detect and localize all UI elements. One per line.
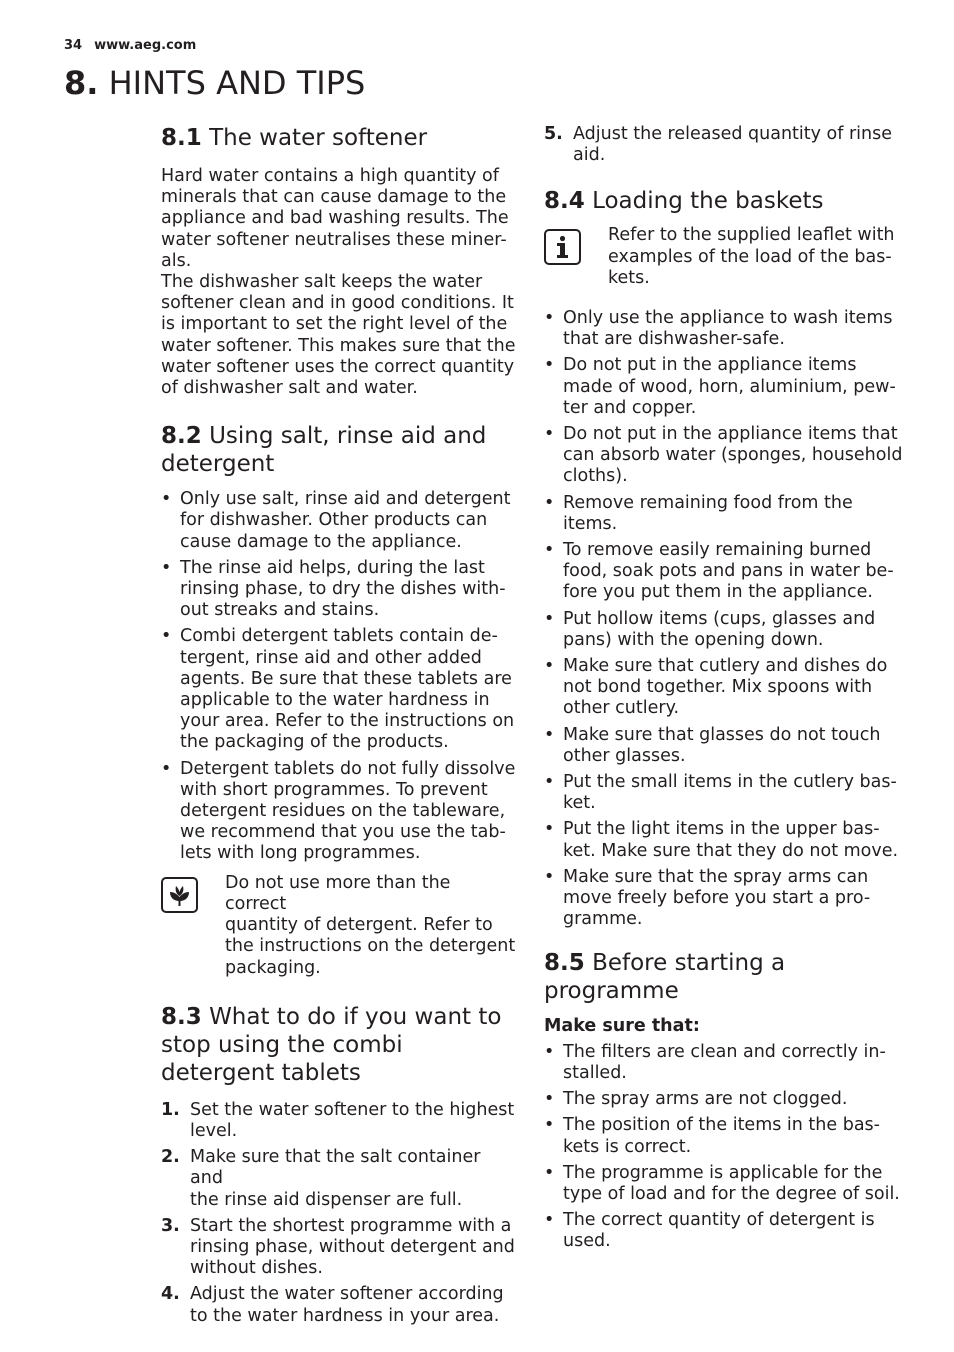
list-item	[544, 540, 904, 604]
text-line: Make sure that cutlery and dishes do	[563, 656, 888, 677]
section-8-2-heading	[161, 422, 517, 478]
step-item	[161, 1100, 517, 1142]
text-line: items.	[563, 513, 618, 534]
bullet-icon: •	[161, 489, 172, 510]
bullet-icon: •	[544, 819, 555, 840]
text-line: The programme is applicable for the	[563, 1162, 883, 1183]
text-line: food, soak pots and pans in water be-	[563, 561, 894, 582]
bullet-icon: •	[544, 1089, 555, 1110]
list-item	[544, 355, 904, 419]
list-item	[544, 656, 904, 720]
text-line: Make sure that glasses do not touch	[563, 724, 881, 745]
section-number: 8.2	[161, 423, 202, 450]
text-line: cloths).	[563, 466, 628, 487]
step-item	[161, 1216, 517, 1280]
text-line: stalled.	[563, 1062, 627, 1083]
section-8-3-steps-continued	[544, 124, 904, 166]
text-line: Adjust the released quantity of rinse	[573, 124, 893, 144]
text-line: The correct quantity of detergent is	[563, 1210, 875, 1231]
bullet-icon: •	[161, 758, 172, 779]
text-line: can absorb water (sponges, household	[563, 445, 903, 466]
text-line: applicable to the water hardness in	[180, 690, 490, 711]
section-8-5-heading	[544, 949, 904, 1005]
list-item	[544, 819, 904, 861]
text-line: softener clean and in good conditions. It	[161, 293, 514, 314]
text-line: other cutlery.	[563, 698, 680, 719]
text-line: gramme.	[563, 909, 643, 930]
text-line: we recommend that you use the tab-	[180, 822, 506, 843]
section-8-4-heading	[544, 187, 904, 215]
list-item	[161, 626, 517, 753]
text-line: pans) with the opening down.	[563, 629, 824, 650]
text-line: Put the light items in the upper bas-	[563, 819, 880, 840]
text-line: with short programmes. To prevent	[180, 779, 488, 800]
text-line: Adjust the water softener according	[190, 1284, 504, 1305]
text-line: the instructions on the detergent	[225, 936, 516, 957]
text-line: not bond together. Mix spoons with	[563, 677, 873, 698]
text-line: ket. Make sure that they do not move.	[563, 840, 899, 861]
text-line: level.	[190, 1120, 238, 1141]
bullet-icon: •	[544, 1210, 555, 1231]
list-item	[544, 725, 904, 767]
list-item	[544, 308, 904, 350]
text-line: ket.	[563, 793, 596, 814]
text-line: Make sure that the salt container and	[190, 1147, 481, 1189]
environment-note	[161, 873, 517, 979]
text-line: water softener uses the correct quantity	[161, 356, 515, 377]
text-line: Detergent tablets do not fully dissolve	[180, 758, 516, 779]
text-line: to the water hardness in your area.	[190, 1305, 500, 1326]
chapter-number: 8.	[64, 64, 99, 102]
text-line: To remove easily remaining burned	[563, 540, 872, 561]
text-line: The spray arms are not clogged.	[563, 1089, 848, 1110]
text-line: move freely before you start a pro-	[563, 888, 871, 909]
section-title: Loading the baskets	[592, 188, 824, 215]
bullet-icon: •	[544, 1041, 555, 1062]
section-8-1-body	[161, 166, 517, 399]
list-item	[544, 867, 904, 931]
text-line: fore you put them in the appliance.	[563, 582, 873, 603]
bullet-icon: •	[544, 724, 555, 745]
text-line: quantity of detergent. Refer to	[225, 915, 493, 936]
text-line: Hard water contains a high quantity of	[161, 166, 499, 186]
website-link[interactable]: www.aeg.com	[94, 38, 197, 53]
environment-icon	[161, 877, 198, 913]
bullet-icon: •	[544, 866, 555, 887]
list-item	[544, 493, 904, 535]
text-line: your area. Refer to the instructions on	[180, 711, 515, 732]
text-line: rinsing phase, to dry the dishes with-	[180, 579, 506, 600]
bullet-icon: •	[544, 492, 555, 513]
bullet-icon: •	[544, 1162, 555, 1183]
section-title: The water softener	[209, 125, 428, 151]
step-index: 5.	[544, 124, 563, 144]
text-line: detergent residues on the tableware,	[180, 801, 506, 822]
text-line: appliance and bad washing results. The	[161, 208, 509, 229]
chapter-title	[64, 64, 365, 102]
section-title-line: detergent	[161, 451, 275, 478]
section-8-3-steps	[161, 1100, 517, 1327]
section-8-1-heading	[161, 124, 517, 152]
text-line: packaging.	[225, 957, 321, 978]
text-line: water softener neutralises these miner-	[161, 229, 507, 250]
text-line: water softener. This makes sure that the	[161, 335, 516, 356]
list-item	[161, 759, 517, 865]
text-line: the rinse aid dispenser are full.	[190, 1189, 463, 1210]
text-line: that are dishwasher-safe.	[563, 329, 785, 350]
text-line: ter and copper.	[563, 397, 697, 418]
text-line: type of load and for the degree of soil.	[563, 1183, 900, 1204]
bullet-icon: •	[544, 1115, 555, 1136]
section-number: 8.3	[161, 1003, 202, 1030]
step-index: 1.	[161, 1099, 180, 1120]
text-line: tergent, rinse aid and other added	[180, 647, 482, 668]
step-item	[161, 1147, 517, 1211]
text-line: used.	[563, 1231, 611, 1252]
section-title-line: detergent tablets	[161, 1059, 361, 1086]
information-icon	[544, 229, 581, 265]
step-item	[544, 124, 904, 166]
list-item	[544, 1042, 904, 1084]
text-line: The rinse aid helps, during the last	[180, 557, 485, 578]
list-item	[544, 1163, 904, 1205]
list-item	[544, 1210, 904, 1252]
bullet-icon: •	[544, 608, 555, 629]
text-line: rinsing phase, without detergent and	[190, 1236, 515, 1257]
text-line: Do not use more than the correct	[225, 872, 451, 914]
text-line: Do not put in the appliance items	[563, 355, 857, 376]
text-line: is important to set the right level of the	[161, 314, 508, 335]
information-note	[544, 225, 904, 289]
text-line: als.	[161, 250, 192, 271]
bullet-icon: •	[544, 308, 555, 329]
text-line: Make sure that the spray arms can	[563, 866, 869, 887]
text-line: Only use salt, rinse aid and detergent	[180, 489, 511, 510]
page-number: 34	[64, 38, 83, 53]
text-line: Do not put in the appliance items that	[563, 424, 898, 445]
text-line: out streaks and stains.	[180, 600, 380, 621]
section-title-line: Using salt, rinse aid and	[209, 423, 487, 450]
text-line: The dishwasher salt keeps the water	[161, 272, 483, 293]
right-column	[544, 124, 904, 1258]
text-line: Combi detergent tablets contain de-	[180, 626, 498, 647]
section-title-line: programme	[544, 977, 679, 1004]
bullet-icon: •	[544, 772, 555, 793]
bullet-icon: •	[544, 540, 555, 561]
list-item	[544, 1089, 904, 1110]
text-line: The position of the items in the bas-	[563, 1115, 880, 1136]
list-item	[161, 558, 517, 622]
step-index: 4.	[161, 1284, 180, 1305]
list-item	[544, 772, 904, 814]
text-line: agents. Be sure that these tablets are	[180, 668, 512, 689]
text-line: lets with long programmes.	[180, 843, 421, 864]
text-line: Remove remaining food from the	[563, 492, 853, 513]
section-title-line: Before starting a	[592, 949, 786, 976]
page-header	[64, 38, 196, 53]
text-line: kets.	[608, 267, 650, 288]
bullet-icon: •	[161, 557, 172, 578]
text-line: without dishes.	[190, 1258, 323, 1279]
step-index: 2.	[161, 1147, 180, 1168]
text-line: The filters are clean and correctly in-	[563, 1041, 886, 1062]
text-line: examples of the load of the bas-	[608, 246, 892, 267]
text-line: Put hollow items (cups, glasses and	[563, 608, 876, 629]
list-item	[161, 489, 517, 553]
text-line: Only use the appliance to wash items	[563, 308, 893, 329]
text-line: minerals that can cause damage to the	[161, 187, 507, 208]
left-column	[161, 122, 517, 1332]
text-line: Set the water softener to the highest	[190, 1099, 515, 1120]
bullet-icon: •	[544, 355, 555, 376]
bullet-icon: •	[544, 424, 555, 445]
text-line: kets is correct.	[563, 1136, 692, 1157]
text-line: Put the small items in the cutlery bas-	[563, 772, 897, 793]
step-index: 3.	[161, 1215, 180, 1236]
section-8-5-bullets	[544, 1042, 904, 1253]
list-item	[544, 1115, 904, 1157]
text-line: made of wood, horn, aluminium, pew-	[563, 376, 896, 397]
text-line: Refer to the supplied leaflet with	[608, 225, 895, 246]
section-8-3-heading	[161, 1003, 517, 1087]
section-8-2-bullets	[161, 489, 517, 864]
make-sure-label: Make sure that:	[544, 1015, 700, 1036]
step-item	[161, 1284, 517, 1326]
section-number: 8.5	[544, 949, 585, 976]
text-line: the packaging of the products.	[180, 732, 449, 753]
section-number: 8.4	[544, 188, 585, 215]
bullet-icon: •	[161, 626, 172, 647]
section-number: 8.1	[161, 125, 202, 151]
chapter-title-text: HINTS AND TIPS	[108, 64, 366, 102]
text-line: for dishwasher. Other products can	[180, 510, 488, 531]
list-item	[544, 609, 904, 651]
bullet-icon: •	[544, 656, 555, 677]
text-line: aid.	[573, 145, 606, 166]
section-title-line: stop using the combi	[161, 1031, 403, 1058]
list-item	[544, 424, 904, 488]
text-line: other glasses.	[563, 745, 686, 766]
text-line: of dishwasher salt and water.	[161, 378, 418, 399]
section-title-line: What to do if you want to	[209, 1003, 502, 1030]
text-line: Start the shortest programme with a	[190, 1215, 512, 1236]
section-8-4-bullets	[544, 308, 904, 930]
text-line: cause damage to the appliance.	[180, 531, 462, 552]
